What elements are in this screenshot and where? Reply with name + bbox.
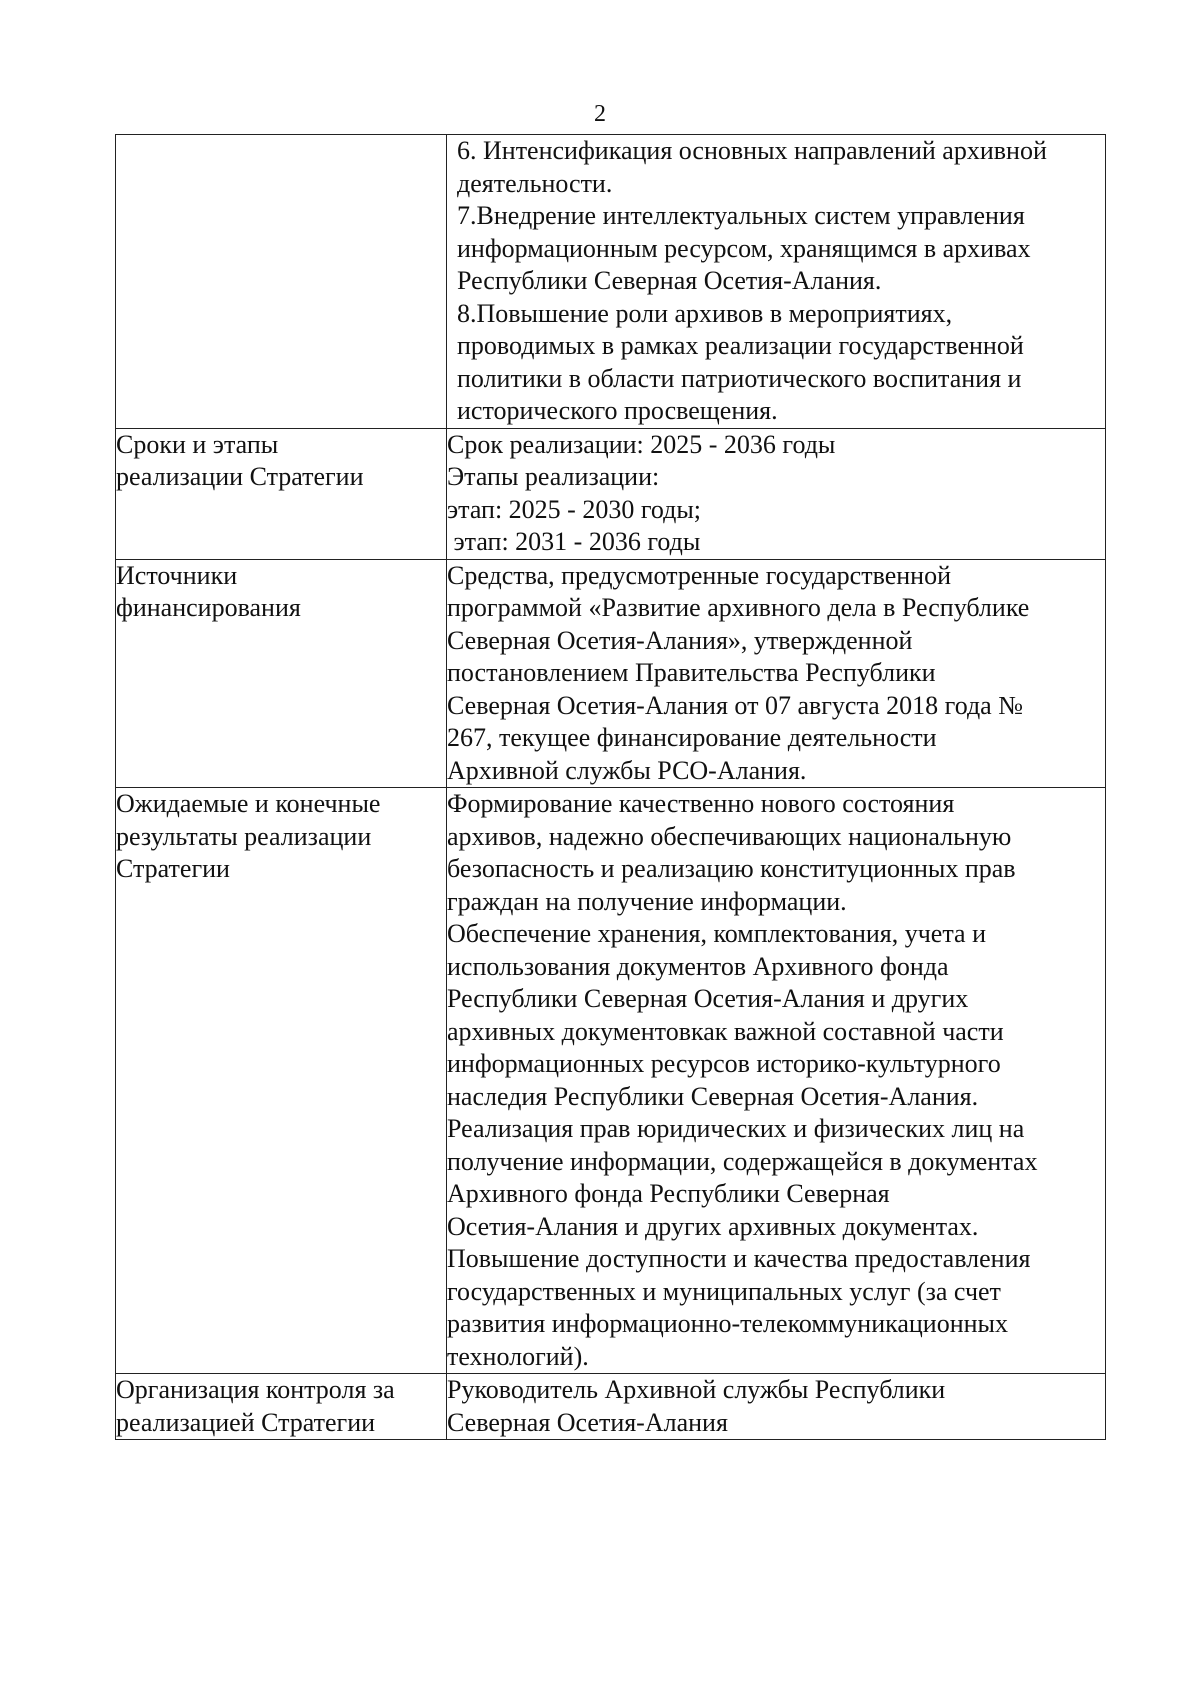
value-line: 267, текущее финансирование деятельности [447, 723, 937, 752]
value-line: этап: 2025 - 2030 годы; [447, 494, 702, 524]
value-line: Этапы реализации: [447, 462, 660, 491]
value-line: Средства, предусмотренные государственной [447, 560, 951, 590]
value-line: деятельности. [457, 168, 613, 198]
value-line: государственных и муниципальных услуг (за счет [447, 1276, 1001, 1306]
value-line: 7.Внедрение интеллектуальных систем управления [457, 201, 1025, 230]
value-line: Реализация прав юридических и физических лиц на [447, 1114, 1025, 1143]
value-line: архивов, надежно обеспечивающих национальную [447, 821, 1012, 851]
value-line: использования документов Архивного фонда [447, 951, 949, 981]
value-line: исторического просвещения. [457, 396, 778, 425]
value-line: Формирование качественно нового состояния [447, 789, 955, 818]
label-line: финансирования [116, 593, 301, 622]
label-line: Стратегии [116, 854, 230, 883]
value-line: 6. Интенсификация основных направлений архивной [457, 136, 1047, 165]
value-line: Северная Осетия-Алания от 07 августа 2018 года № [447, 690, 1024, 720]
row-value-cell [447, 135, 1106, 429]
value-line: Обеспечение хранения, комплектования, учета и [447, 919, 986, 948]
row-label-cell [116, 559, 447, 788]
table-row [116, 788, 1106, 1374]
value-line: Республики Северная Осетия-Алания и других [447, 984, 969, 1013]
value-line: наследия Республики Северная Осетия-Алания. [447, 1081, 979, 1111]
label-line: реализации Стратегии [116, 462, 364, 491]
strategy-passport-table [115, 134, 1106, 1440]
value-line: 8.Повышение роли архивов в мероприятиях, [457, 298, 953, 328]
value-line: программой «Развитие архивного дела в Республике [447, 593, 1030, 622]
table-row [116, 559, 1106, 788]
value-line: Северная Осетия-Алания», утвержденной [447, 625, 913, 655]
value-line: Руководитель Архивной службы Республики [447, 1375, 946, 1404]
row-value-cell [447, 1374, 1106, 1440]
value-line: технологий). [447, 1341, 589, 1371]
value-line: архивных документовкак важной составной части [447, 1016, 1004, 1046]
value-line: политики в области патриотического воспитания и [457, 363, 1022, 393]
value-line: Осетия-Алания и других архивных документах. [447, 1211, 979, 1241]
row-label-cell [116, 788, 447, 1374]
table-row [116, 1374, 1106, 1440]
value-line: Повышение доступности и качества предоставления [447, 1244, 1031, 1273]
label-line: реализацией Стратегии [116, 1407, 376, 1437]
label-line: Ожидаемые и конечные [116, 789, 381, 818]
value-line: постановлением Правительства Республики [447, 658, 936, 687]
row-value-cell [447, 788, 1106, 1374]
row-value-cell [447, 559, 1106, 788]
value-line: граждан на получение информации. [447, 886, 847, 916]
value-line: этап: 2031 - 2036 годы [447, 527, 701, 556]
value-line: безопасность и реализацию конституционных прав [447, 854, 1016, 883]
row-label-cell [116, 428, 447, 559]
page-number: 2 [594, 101, 606, 127]
row-label-cell [116, 135, 447, 429]
value-line: Республики Северная Осетия-Алания. [457, 266, 882, 295]
value-line: Архивной службы РСО-Алания. [447, 755, 807, 785]
value-line: Северная Осетия-Алания [447, 1407, 728, 1437]
value-line: информационных ресурсов историко-культурного [447, 1049, 1001, 1078]
label-line: Источники [116, 560, 238, 590]
label-line: результаты реализации [116, 821, 372, 851]
value-line: проводимых в рамках реализации государственной [457, 331, 1024, 360]
table-row [116, 428, 1106, 559]
value-line: информационным ресурсом, хранящимся в архивах [457, 233, 1031, 263]
value-line: Архивного фонда Республики Северная [447, 1179, 890, 1208]
label-line: Организация контроля за [116, 1375, 395, 1404]
row-label-cell [116, 1374, 447, 1440]
value-line: получение информации, содержащейся в документах [447, 1146, 1038, 1176]
value-line: развития информационно-телекоммуникационных [447, 1309, 1009, 1338]
table-row [116, 135, 1106, 429]
row-value-cell [447, 428, 1106, 559]
label-line: Сроки и этапы [116, 429, 279, 459]
value-line: Срок реализации: 2025 - 2036 годы [447, 429, 836, 459]
